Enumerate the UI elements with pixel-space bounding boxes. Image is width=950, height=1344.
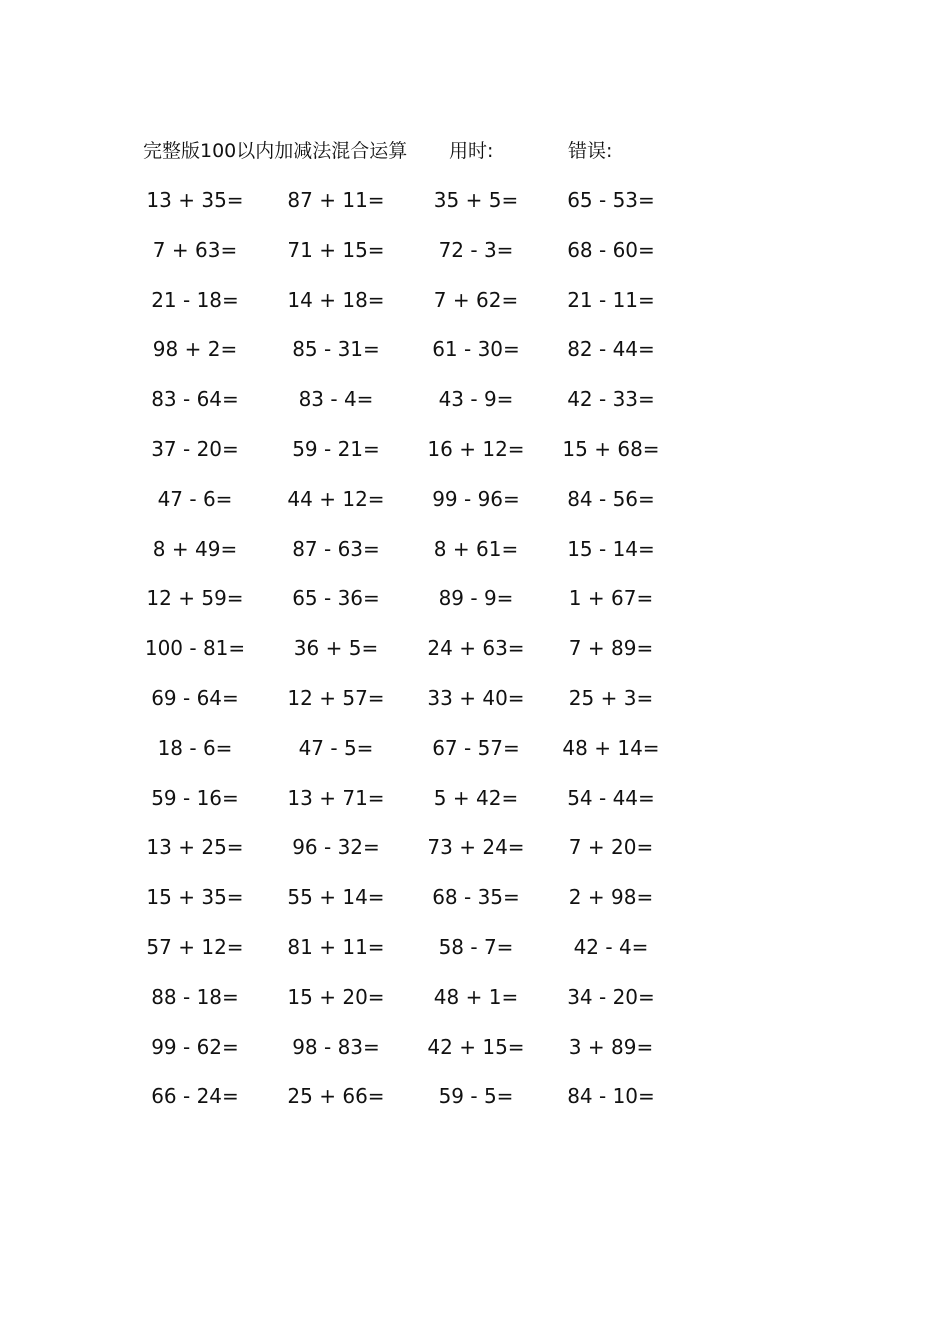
math-problem: 59 - 16=	[151, 785, 239, 810]
math-problem: 61 - 30=	[432, 337, 520, 362]
math-problem: 84 - 10=	[567, 1084, 655, 1109]
problem-row	[0, 982, 950, 1032]
math-problem: 88 - 18=	[151, 984, 239, 1009]
math-problem: 71 + 15=	[287, 237, 385, 262]
math-problem: 15 + 20=	[287, 984, 385, 1009]
math-problem: 8 + 61=	[433, 536, 519, 561]
math-problem: 72 - 3=	[438, 237, 514, 262]
math-problem: 99 - 62=	[151, 1034, 239, 1059]
problem-row	[0, 484, 950, 534]
math-problem: 43 - 9=	[438, 387, 514, 412]
math-problem: 12 + 57=	[287, 685, 385, 710]
math-problem: 47 - 6=	[157, 486, 233, 511]
math-problem: 98 + 2=	[152, 337, 238, 362]
math-problem: 59 - 21=	[292, 436, 380, 461]
errors-label: 错误:	[568, 140, 613, 162]
math-problem: 67 - 57=	[432, 735, 520, 760]
problem-row	[0, 1032, 950, 1082]
math-problem: 7 + 62=	[433, 287, 519, 312]
math-problem: 73 + 24=	[427, 835, 525, 860]
math-problem: 33 + 40=	[427, 685, 525, 710]
math-problem: 87 - 63=	[292, 536, 380, 561]
math-problem: 87 + 11=	[287, 188, 385, 212]
math-problem: 65 - 53=	[567, 188, 655, 212]
math-problem: 59 - 5=	[438, 1084, 514, 1109]
worksheet-title: 完整版100以内加减法混合运算	[143, 140, 408, 162]
math-problem: 13 + 35=	[146, 188, 244, 212]
time-label: 用时:	[449, 140, 494, 162]
math-problem: 42 - 4=	[573, 934, 649, 959]
math-problem: 37 - 20=	[151, 436, 239, 461]
problem-row	[0, 534, 950, 584]
math-problem: 7 + 20=	[568, 835, 654, 860]
math-problem: 89 - 9=	[438, 586, 514, 611]
problem-row	[0, 932, 950, 982]
math-problem: 84 - 56=	[567, 486, 655, 511]
math-problem: 34 - 20=	[567, 984, 655, 1009]
math-problem: 16 + 12=	[427, 436, 525, 461]
math-problem: 14 + 18=	[287, 287, 385, 312]
math-problem: 83 - 4=	[298, 387, 374, 412]
math-problem: 85 - 31=	[292, 337, 380, 362]
math-problem: 98 - 83=	[292, 1034, 380, 1059]
math-problem: 65 - 36=	[292, 586, 380, 611]
math-problem: 58 - 7=	[438, 934, 514, 959]
problem-grid	[0, 185, 950, 1131]
math-problem: 69 - 64=	[151, 685, 239, 710]
problem-row	[0, 334, 950, 384]
math-problem: 7 + 63=	[152, 237, 238, 262]
math-problem: 21 - 18=	[151, 287, 239, 312]
math-problem: 42 - 33=	[567, 387, 655, 412]
problem-row	[0, 1081, 950, 1131]
math-problem: 12 + 59=	[146, 586, 244, 611]
problem-row	[0, 733, 950, 783]
problem-row	[0, 434, 950, 484]
problem-row	[0, 633, 950, 683]
math-problem: 36 + 5=	[293, 636, 379, 661]
math-problem: 18 - 6=	[157, 735, 233, 760]
math-problem: 48 + 1=	[433, 984, 519, 1009]
math-problem: 1 + 67=	[568, 586, 654, 611]
math-problem: 8 + 49=	[152, 536, 238, 561]
problem-row	[0, 683, 950, 733]
math-problem: 15 + 68=	[562, 436, 660, 461]
math-problem: 35 + 5=	[433, 188, 519, 212]
math-problem: 68 - 35=	[432, 885, 520, 910]
math-problem: 15 - 14=	[567, 536, 655, 561]
math-problem: 82 - 44=	[567, 337, 655, 362]
problem-row	[0, 285, 950, 335]
problem-row	[0, 185, 950, 235]
problem-row	[0, 384, 950, 434]
math-problem: 96 - 32=	[292, 835, 380, 860]
math-problem: 21 - 11=	[567, 287, 655, 312]
math-problem: 42 + 15=	[427, 1034, 525, 1059]
math-problem: 44 + 12=	[287, 486, 385, 511]
problem-row	[0, 832, 950, 882]
math-problem: 5 + 42=	[433, 785, 519, 810]
math-problem: 100 - 81=	[144, 636, 246, 661]
math-problem: 54 - 44=	[567, 785, 655, 810]
math-problem: 3 + 89=	[568, 1034, 654, 1059]
problem-row	[0, 583, 950, 633]
math-problem: 66 - 24=	[151, 1084, 239, 1109]
math-problem: 13 + 25=	[146, 835, 244, 860]
math-problem: 7 + 89=	[568, 636, 654, 661]
math-problem: 25 + 3=	[568, 685, 654, 710]
math-problem: 83 - 64=	[151, 387, 239, 412]
math-problem: 24 + 63=	[427, 636, 525, 661]
math-problem: 81 + 11=	[287, 934, 385, 959]
problem-row	[0, 783, 950, 833]
math-problem: 68 - 60=	[567, 237, 655, 262]
math-problem: 15 + 35=	[146, 885, 244, 910]
math-problem: 48 + 14=	[562, 735, 660, 760]
problem-row	[0, 882, 950, 932]
math-problem: 47 - 5=	[298, 735, 374, 760]
math-problem: 25 + 66=	[287, 1084, 385, 1109]
problem-row	[0, 235, 950, 285]
math-problem: 55 + 14=	[287, 885, 385, 910]
math-problem: 57 + 12=	[146, 934, 244, 959]
math-problem: 99 - 96=	[432, 486, 520, 511]
math-problem: 2 + 98=	[568, 885, 654, 910]
math-problem: 13 + 71=	[287, 785, 385, 810]
